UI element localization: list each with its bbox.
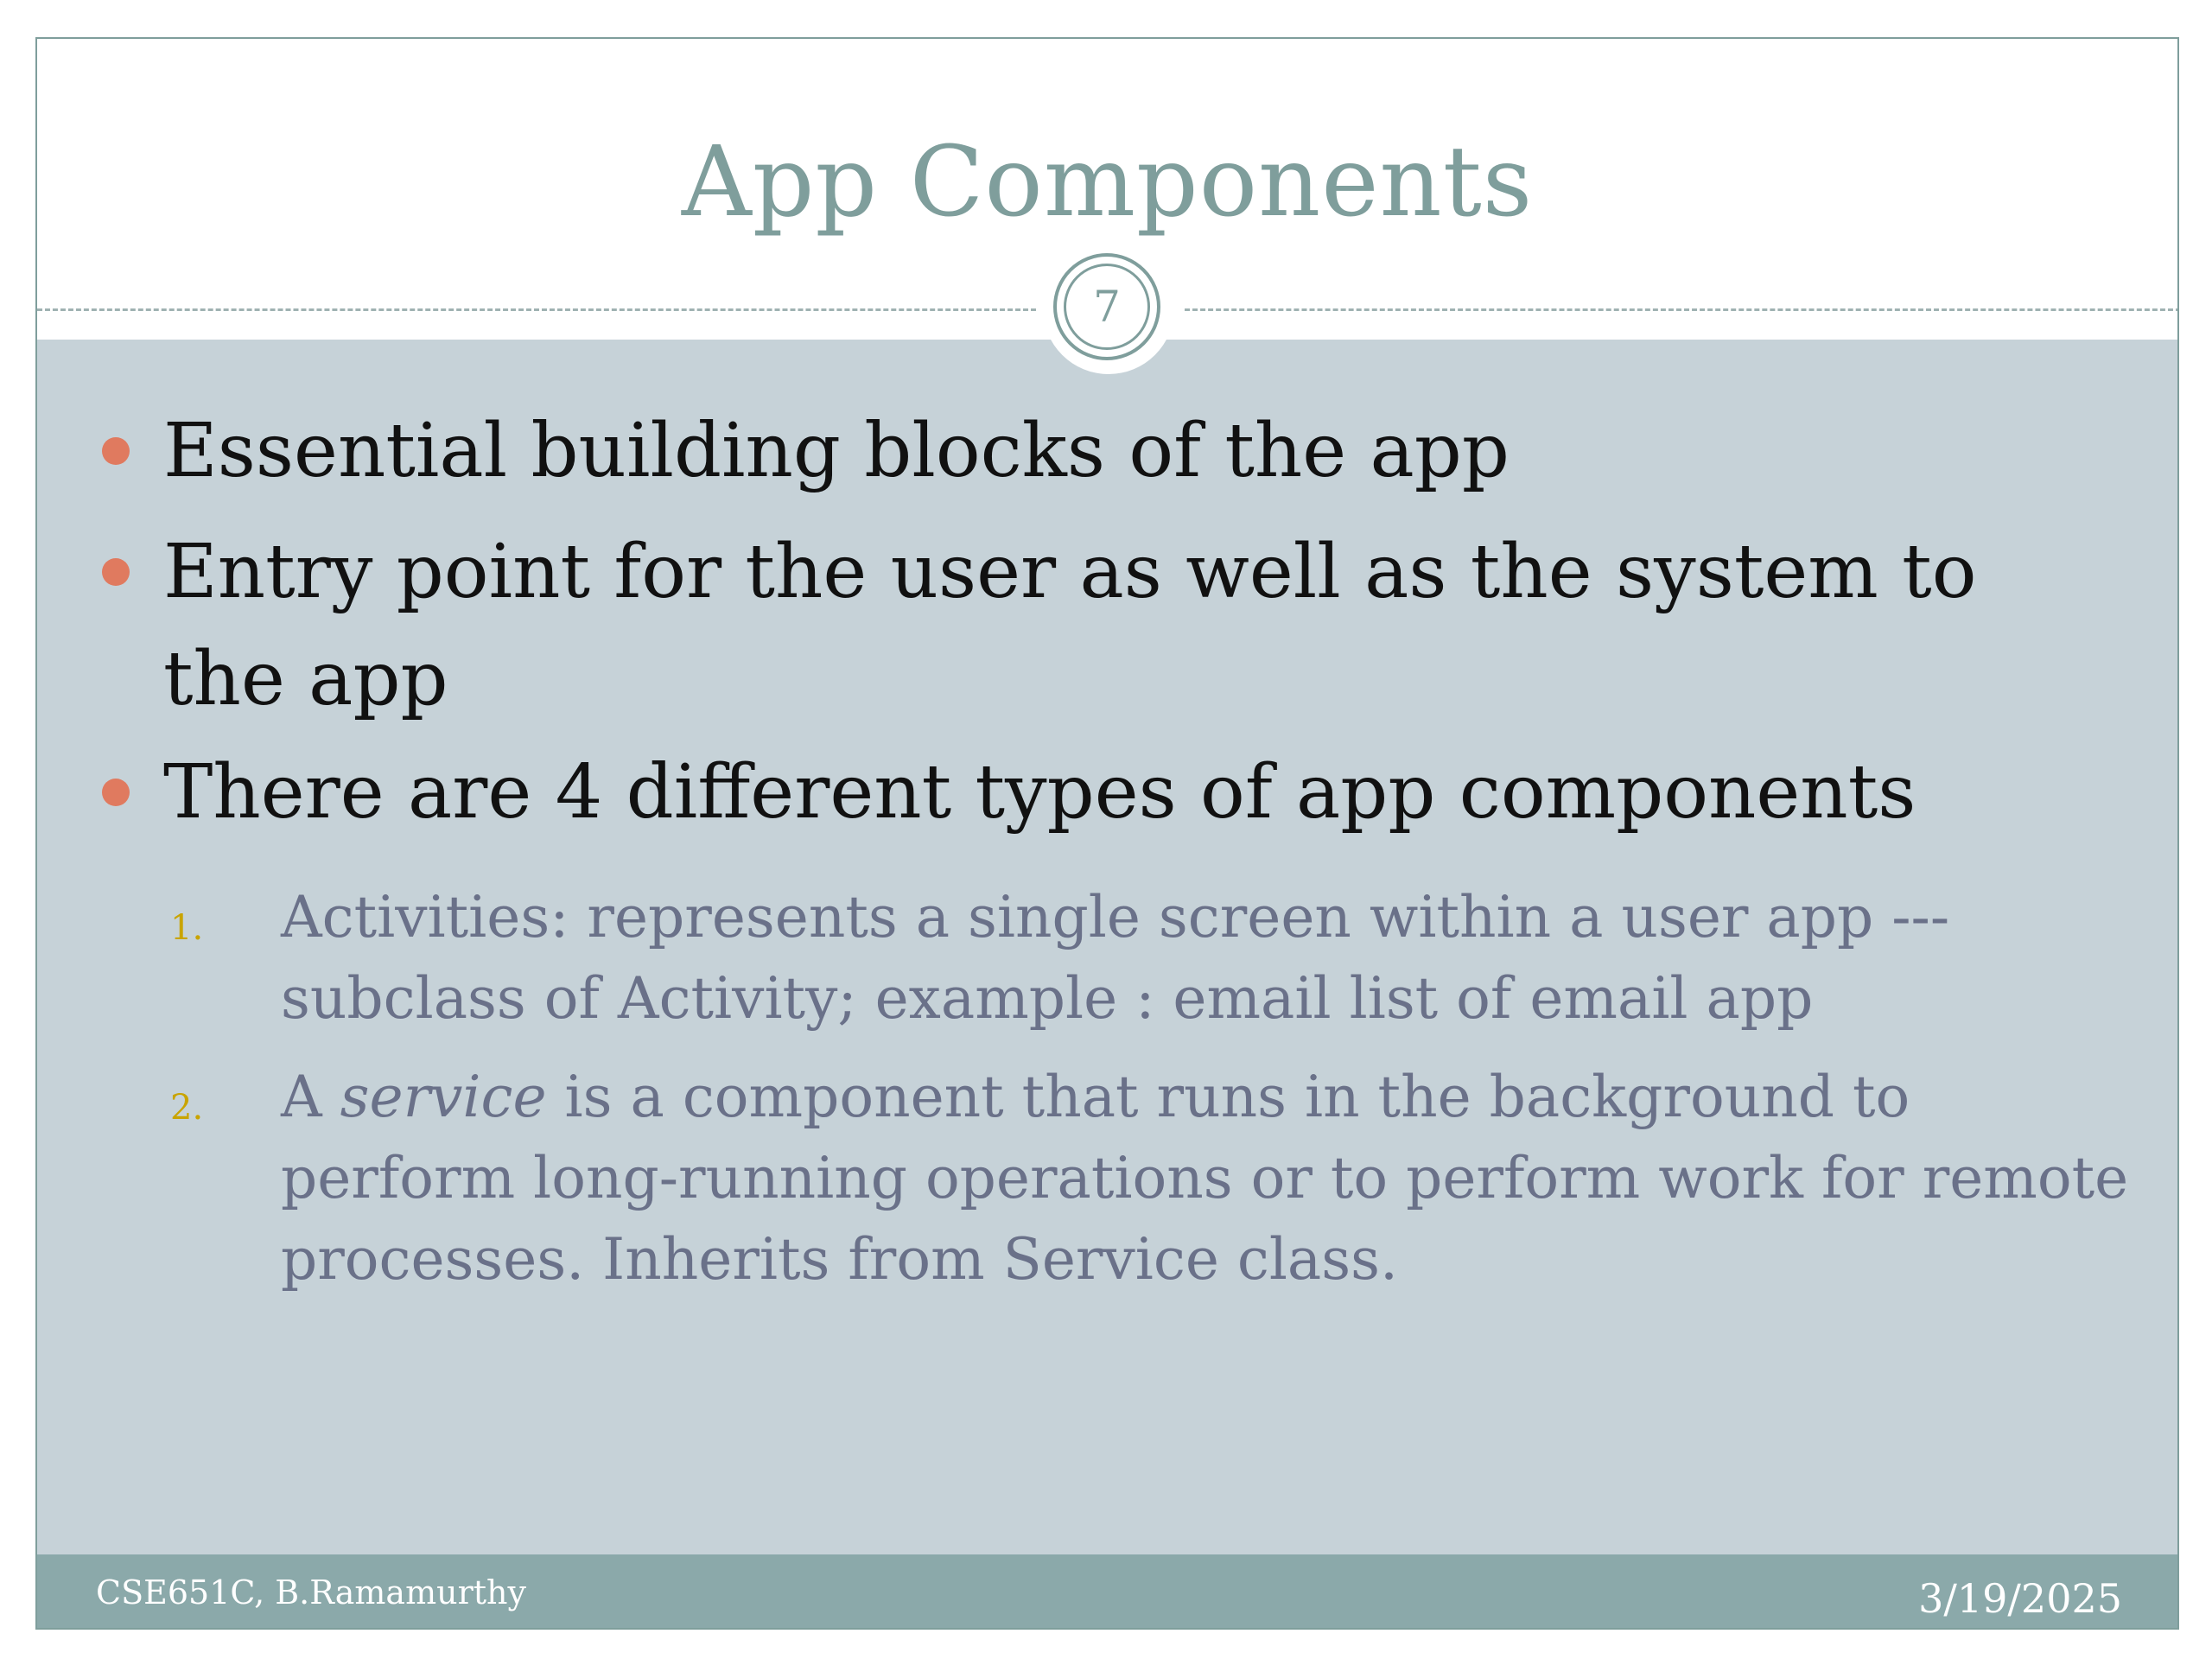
subitem-number: 2.: [170, 1088, 204, 1128]
page-number-badge: [1043, 243, 1174, 374]
page-number: 7: [1064, 264, 1150, 350]
bullet-text: Entry point for the user as well as the system to the app: [163, 529, 1977, 722]
subitem-text: Activities: represents a single screen within a user app --- subclass of Activity; example : email list of email app: [281, 884, 1950, 1032]
slide-footer: [37, 1554, 2177, 1630]
page-number-ring: [1053, 253, 1160, 360]
footer-date: 3/19/2025: [1918, 1575, 2122, 1622]
subitem-text: [281, 1057, 2130, 1300]
bullet-text: Essential building blocks of the app: [163, 408, 1510, 494]
bullet-dot-icon: [102, 779, 130, 806]
header-divider-right: [1185, 308, 2179, 311]
subitem-text-before: A: [281, 1064, 340, 1130]
bullet-dot-icon: [102, 437, 130, 465]
subitem-number: 1.: [170, 908, 204, 948]
slide-title: App Components: [681, 126, 1534, 238]
subitem-text-after: is a component that runs in the background to perform long-running operations or to perform work for remote processes. Inherits from Service class.: [281, 1064, 2129, 1293]
footer-author: CSE651C, B.Ramamurthy: [96, 1573, 526, 1611]
bullet-dot-icon: [102, 558, 130, 586]
subitem-text-italic: service: [340, 1064, 547, 1130]
bullet-text: There are 4 different types of app components: [163, 749, 1916, 836]
slide: [35, 37, 2179, 1630]
header-divider-left: [37, 308, 1036, 311]
